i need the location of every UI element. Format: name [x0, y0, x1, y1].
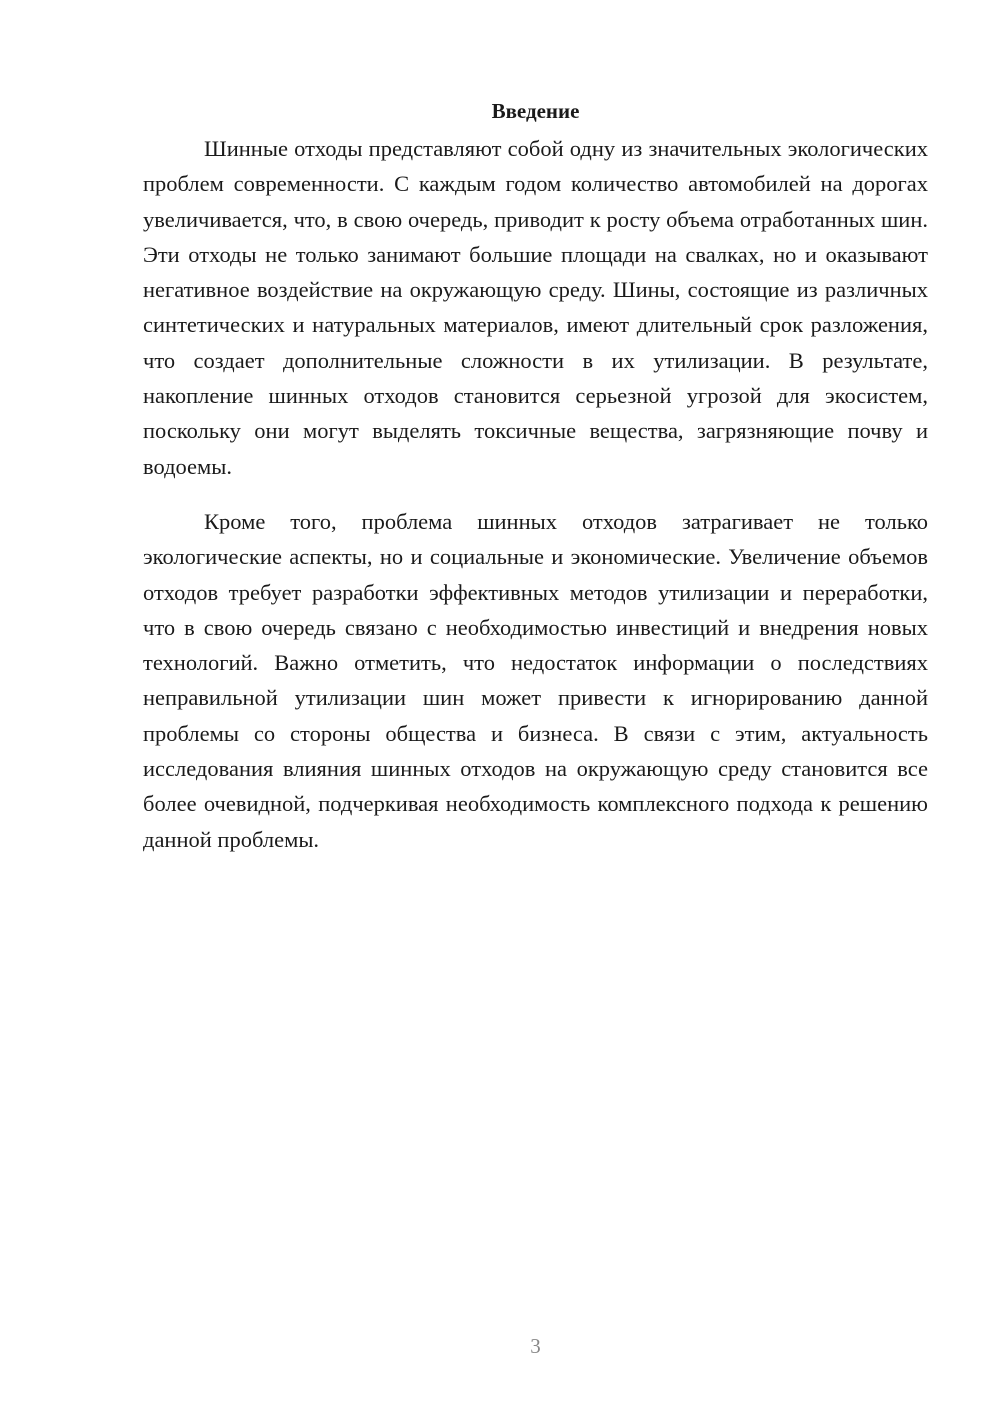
section-title: Введение [491, 99, 580, 123]
page-content [143, 93, 928, 857]
paragraph-2: Кроме того, проблема шинных отходов затрагивает не только экологические аспекты, но и социальные и экономические. Увеличение объемов отходов требует разработки эффективных методов утилизации и переработки, что в свою очередь связано с необходимостью инвестиций и внедрения новых технологий. Важно отметить, что недостаток информации о последствиях неправильной утилизации шин может привести к игнорированию данной проблемы со стороны общества и бизнеса. В связи с этим, актуальность исследования влияния шинных отходов на окружающую среду становится все более очевидной, подчеркивая необходимость комплексного подхода к решению данной проблемы. [143, 508, 928, 852]
page-number: 3 [530, 1334, 541, 1358]
paragraph-1: Шинные отходы представляют собой одну из значительных экологических проблем современности. С каждым годом количество автомобилей на дорогах увеличивается, что, в свою очередь, приводит к росту объема отработанных шин. Эти отходы не только занимают большие площади на свалках, но и оказывают негативное воздействие на окружающую среду. Шины, состоящие из различных синтетических и натуральных материалов, имеют длительный срок разложения, что создает дополнительные сложности в их утилизации. В результате, накопление шинных отходов становится серьезной угрозой для экосистем, поскольку они могут выделять токсичные вещества, загрязняющие почву и водоемы. [143, 136, 928, 479]
